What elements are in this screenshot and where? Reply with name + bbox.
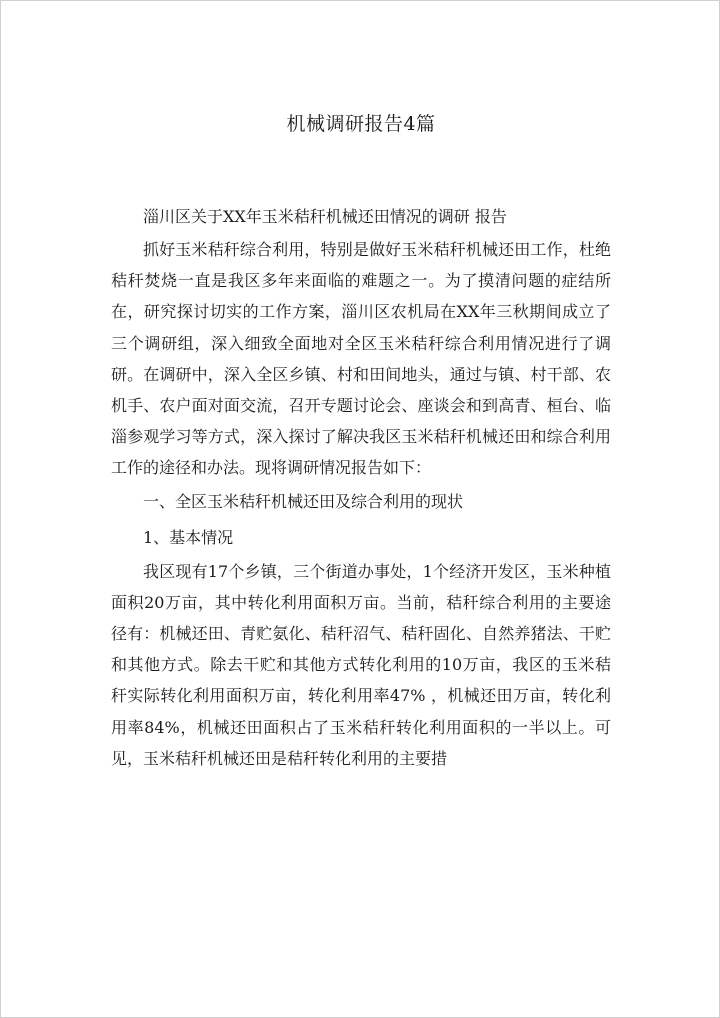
section-heading: 一、全区玉米秸秆机械还田及综合利用的现状 [143, 491, 464, 511]
intro-paragraph: 抓好玉米秸秆综合利用，特别是做好玉米秸秆机械还田工作，杜绝秸秆焚烧一直是我区多年来面临的难题之一。为了摸清问题的症结所在，研究探讨切实的工作方案，淄川区农机局在XX年三秋期间成立了三个调研组，深入细致全面地对全区玉米秸秆综合利用情况进行了调研。在调研中，深入全区乡镇、村和田间地头，通过与镇、村干部、农机手、农户面对面交流，召开专题讨论会、座谈会和到高青、桓台、临淄参观学习等方式，深入探讨了解决我区玉米秸秆机械还田和综合利用工作的途径和办法。现将调研情况报告如下： [111, 240, 611, 478]
report-heading: 淄川区关于XX年玉米秸秆机械还田情况的调研 报告 [143, 207, 507, 226]
body-paragraph: 我区现有17个乡镇，三个街道办事处，1个经济开发区，玉米种植面积20万亩，其中转化利用面积万亩。当前，秸秆综合利用的主要途径有：机械还田、青贮氨化、秸秆沼气、秸秆固化、自然养猪法、干贮和其他方式。除去干贮和其他方式转化利用的10万亩，我区的玉米秸秆实际转化利用面积万亩，转化利用率47% ，机械还田万亩，转化利用率84%，机械还田面积占了玉米秸秆转化利用面积的一半以上。可见，玉米秸秆机械还田是秸秆转化利用的主要措 [111, 561, 611, 768]
document-body [111, 200, 611, 774]
document-title: 机械调研报告4篇 [286, 113, 436, 135]
subsection-heading: 1、基本情况 [143, 527, 234, 547]
